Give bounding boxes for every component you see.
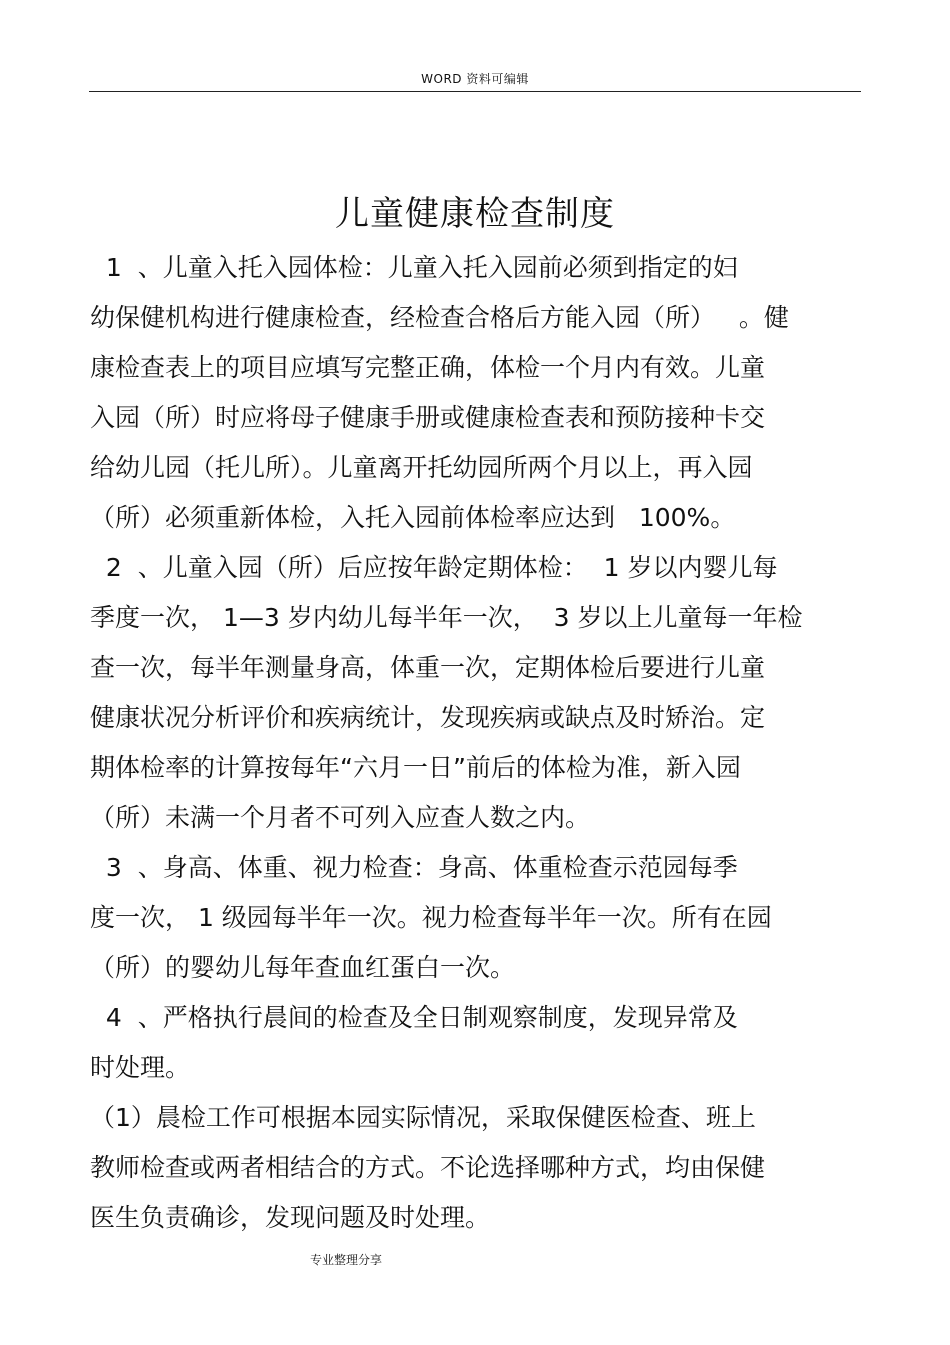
body-line: （所）未满一个月者不可列入应查人数之内。 <box>90 803 591 832</box>
body-line: 期体检率的计算按每年“六月一日”前后的体检为准，新入园 <box>90 753 741 782</box>
body-line: 查一次，每半年测量身高，体重一次，定期体检后要进行儿童 <box>90 653 766 682</box>
body-line: 时处理。 <box>90 1053 191 1082</box>
body-line: 4 、严格执行晨间的检查及全日制观察制度，发现异常及 <box>90 1003 738 1032</box>
body-line: 季度一次， 1—3 岁内幼儿每半年一次， 3 岁以上儿童每一年检 <box>90 603 803 632</box>
page-header: WORD 资料可编辑 <box>421 72 529 86</box>
body-line: 医生负责确诊，发现问题及时处理。 <box>90 1203 491 1232</box>
body-line: 健康状况分析评价和疾病统计，发现疾病或缺点及时矫治。定 <box>90 703 766 732</box>
body-line: 3 、身高、体重、视力检查：身高、体重检查示范园每季 <box>90 853 738 882</box>
header-divider <box>89 91 861 92</box>
body-line: 入园（所）时应将母子健康手册或健康检查表和预防接种卡交 <box>90 403 766 432</box>
body-line: 幼保健机构进行健康检查，经检查合格后方能入园（所） 。健 <box>90 303 789 332</box>
body-line: 度一次， 1 级园每半年一次。视力检查每半年一次。所有在园 <box>90 903 772 932</box>
body-line: 康检查表上的项目应填写完整正确，体检一个月内有效。儿童 <box>90 353 766 382</box>
body-line: 2 、儿童入园（所）后应按年龄定期体检： 1 岁以内婴儿每 <box>90 553 778 582</box>
page-footer: 专业整理分享 <box>310 1253 383 1267</box>
document-title: 儿童健康检查制度 <box>335 194 615 234</box>
body-line: （1）晨检工作可根据本园实际情况，采取保健医检查、班上 <box>90 1103 756 1132</box>
body-line: （所）必须重新体检，入托入园前体检率应达到 100%。 <box>90 503 736 532</box>
body-line: 给幼儿园（托儿所）。儿童离开托幼园所两个月以上，再入园 <box>90 453 753 482</box>
body-line: 教师检查或两者相结合的方式。不论选择哪种方式，均由保健 <box>90 1153 766 1182</box>
body-line: 1 、儿童入托入园体检：儿童入托入园前必须到指定的妇 <box>90 253 738 282</box>
body-line: （所）的婴幼儿每年查血红蛋白一次。 <box>90 953 516 982</box>
